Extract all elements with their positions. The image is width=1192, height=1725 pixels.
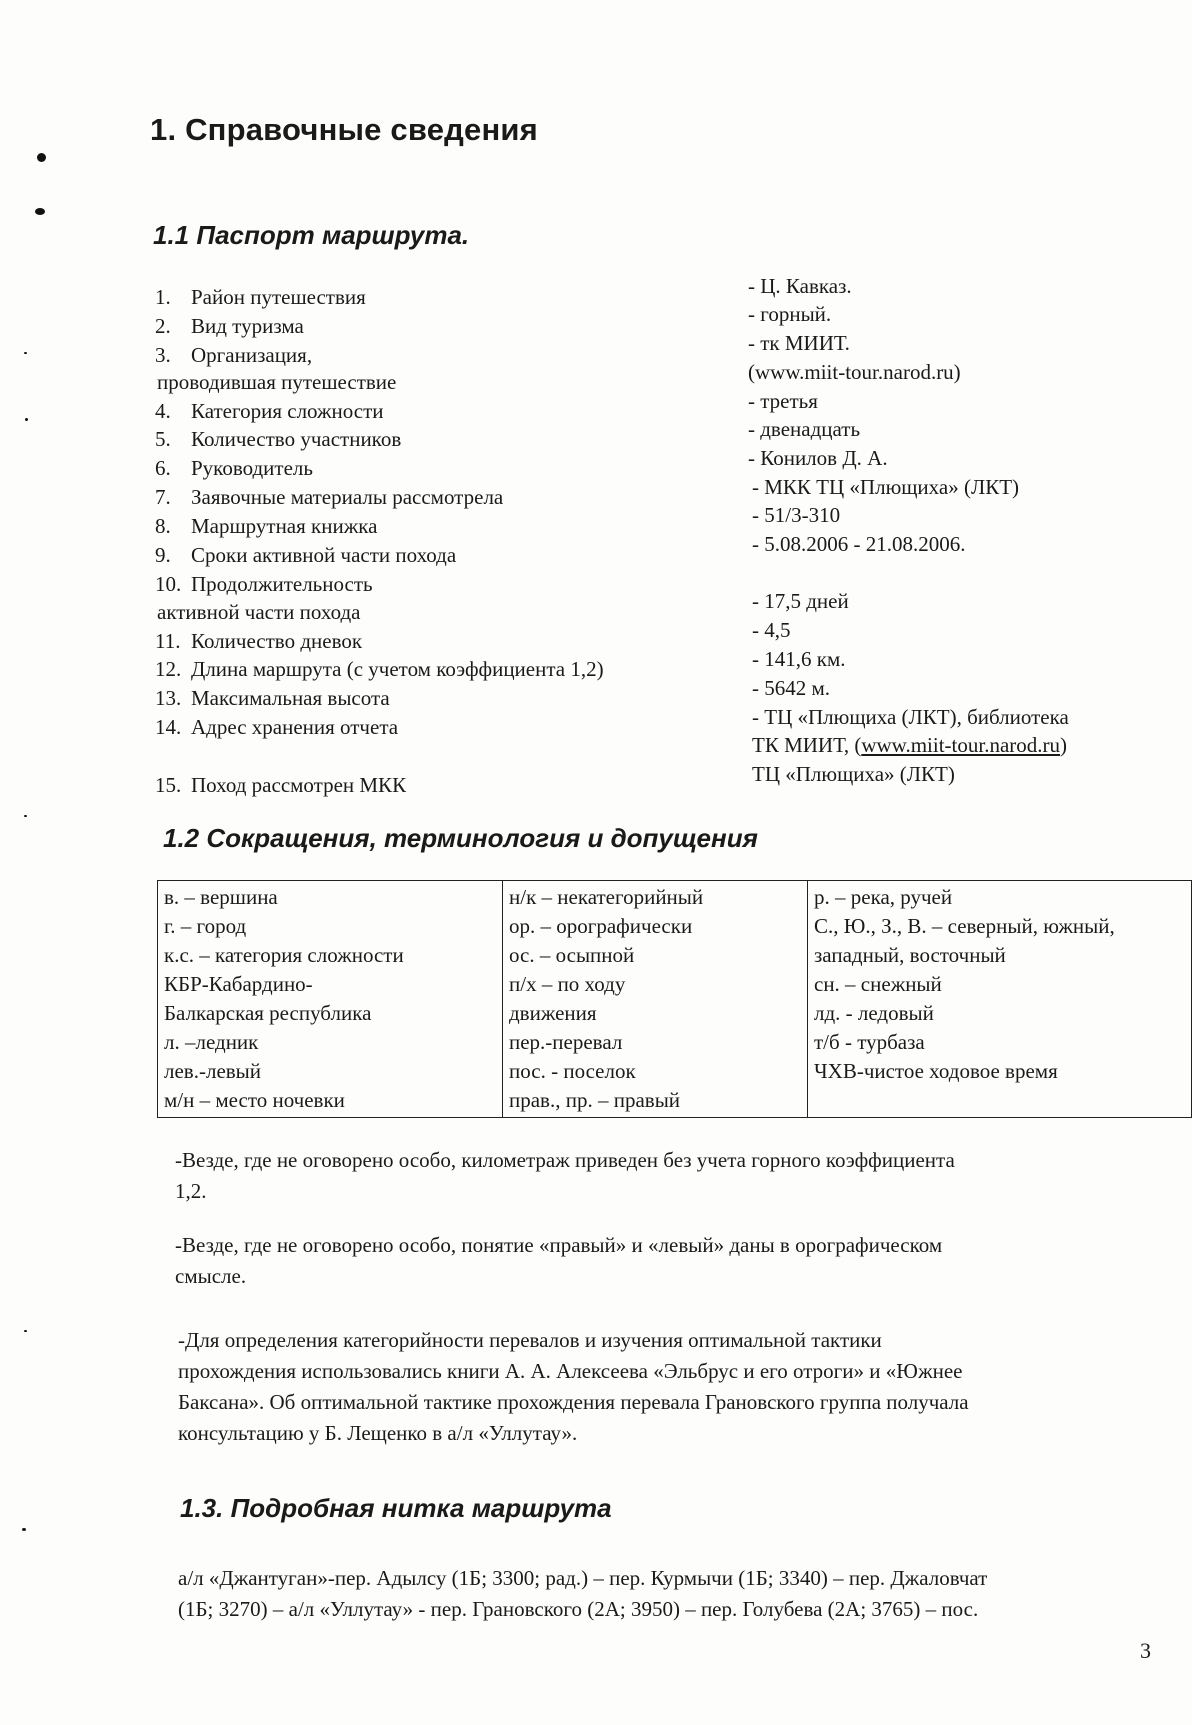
passport-item-value: - горный.	[748, 302, 832, 326]
passport-item-label: Поход рассмотрен МКК	[191, 773, 407, 797]
passport-item-label: Категория сложности	[191, 399, 384, 423]
passport-label	[155, 341, 312, 369]
scan-artifact-dot	[24, 815, 27, 817]
note-paragraph	[178, 1325, 1138, 1449]
section-heading-passport: 1.1 Паспорт маршрута.	[153, 220, 470, 250]
scan-artifact-dot	[37, 153, 46, 162]
passport-item-label: Организация,	[191, 343, 313, 367]
passport-item-number: 4.	[155, 399, 171, 423]
passport-item-label: проводившая путешествие	[157, 370, 397, 394]
note-line: 1,2.	[175, 1179, 207, 1203]
passport-label	[155, 312, 304, 340]
passport-item-value: - тк МИИТ.	[748, 331, 850, 355]
passport-item-label: Длина маршрута (с учетом коэффициента 1,2)	[191, 657, 604, 681]
passport-label	[155, 570, 373, 598]
passport-item-number: 11.	[155, 629, 181, 653]
passport-label	[155, 627, 362, 655]
abbreviation-entry: в. – вершина	[164, 885, 278, 909]
route-line: (1Б; 3270) – а/л «Уллутау» - пер. Грановского (2А; 3950) – пер. Голубева (2А; 3765) – пос.	[178, 1597, 979, 1621]
passport-item-number: 15.	[155, 773, 182, 797]
abbreviation-entry: пер.-перевал	[509, 1030, 623, 1054]
passport-item-label: Продолжительность	[191, 572, 373, 596]
passport-item-label: активной части похода	[157, 600, 361, 624]
passport-item-label: Адрес хранения отчета	[191, 715, 399, 739]
abbreviation-entry: КБР-Кабардино-	[164, 972, 313, 996]
abbreviation-entry: прав., пр. – правый	[509, 1088, 681, 1112]
note-paragraph	[175, 1230, 1135, 1292]
passport-item-value: ТЦ «Плющиха» (ЛКТ)	[752, 762, 955, 786]
abbreviation-entry: западный, восточный	[814, 943, 1006, 967]
abbreviation-entry: пос. - поселок	[509, 1059, 636, 1083]
scan-artifact-dot	[22, 1528, 26, 1531]
passport-item-number: 10.	[155, 572, 182, 596]
passport-item-number: 2.	[155, 314, 171, 338]
abbreviation-entry: Балкарская республика	[164, 1001, 372, 1025]
passport-item-value: - 17,5 дней	[752, 589, 849, 613]
route-description	[178, 1563, 1138, 1625]
passport-label	[155, 655, 604, 683]
passport-item-label: Заявочные материалы рассмотрела	[191, 485, 504, 509]
passport-item-number: 3.	[155, 343, 171, 367]
passport-item-value: (www.miit-tour.narod.ru)	[748, 360, 961, 384]
table-row	[158, 881, 1192, 1118]
passport-item-number: 13.	[155, 686, 182, 710]
section-heading-abbreviations: 1.2 Сокращения, терминология и допущения	[163, 823, 758, 853]
scan-artifact-dot	[24, 352, 27, 354]
passport-item-value: - 141,6 км.	[752, 647, 846, 671]
abbreviation-entry: ор. – орографически	[509, 914, 693, 938]
passport-item-value: - Конилов Д. А.	[748, 446, 888, 470]
abbreviation-entry: н/к – некатегорийный	[509, 885, 704, 909]
abbreviation-entry: к.с. – категория сложности	[164, 943, 404, 967]
note-line: -Везде, где не оговорено особо, понятие «правый» и «левый» даны в орографическом	[175, 1233, 943, 1257]
note-line: Баксана». Об оптимальной тактике прохождения перевала Грановского группа получала	[178, 1390, 969, 1414]
abbreviation-entry: движения	[509, 1001, 597, 1025]
scan-artifact-dot	[25, 418, 28, 421]
passport-item-value: - 4,5	[752, 618, 791, 642]
abbreviations-column	[808, 881, 1192, 1118]
passport-item-number: 5.	[155, 427, 171, 451]
abbreviation-entry: л. –ледник	[164, 1030, 259, 1054]
abbreviations-column	[158, 881, 503, 1118]
passport-label	[155, 397, 384, 425]
abbreviation-entry: ЧХВ-чистое ходовое время	[814, 1059, 1058, 1083]
abbreviation-entry: п/х – по ходу	[509, 972, 626, 996]
passport-label	[155, 713, 398, 741]
passport-label	[155, 283, 366, 311]
abbreviation-entry: м/н – место ночевки	[164, 1088, 345, 1112]
page-title: 1. Справочные сведения	[150, 112, 538, 147]
abbreviation-entry: лд. - ледовый	[814, 1001, 934, 1025]
passport-item-label: Количество дневок	[191, 629, 363, 653]
abbreviation-entry: г. – город	[164, 914, 247, 938]
route-line: а/л «Джантуган»-пер. Адылсу (1Б; 3300; рад.) – пер. Курмычи (1Б; 3340) – пер. Джаловчат	[178, 1566, 988, 1590]
passport-item-label: Маршрутная книжка	[191, 514, 378, 538]
passport-item-value: - ТЦ «Плющиха (ЛКТ), библиотека	[752, 705, 1069, 729]
passport-label	[155, 454, 313, 482]
passport-item-value: - 5642 м.	[752, 676, 831, 700]
scan-artifact-dot	[24, 1330, 27, 1332]
passport-label	[155, 512, 377, 540]
passport-label	[157, 598, 361, 626]
note-line: -Для определения категорийности перевалов и изучения оптимальной тактики	[178, 1328, 882, 1352]
passport-label	[155, 541, 456, 569]
passport-value-text: )	[1060, 733, 1068, 757]
note-line: смысле.	[175, 1264, 247, 1288]
passport-item-value: - двенадцать	[748, 417, 861, 441]
passport-item-number: 9.	[155, 543, 171, 567]
passport-item-number: 14.	[155, 715, 182, 739]
abbreviations-table	[157, 880, 1192, 1118]
passport-label	[155, 684, 390, 712]
passport-label	[155, 483, 503, 511]
passport-label	[155, 771, 406, 799]
passport-item-value: - третья	[748, 389, 818, 413]
abbreviation-entry: С., Ю., З., В. – северный, южный,	[814, 914, 1115, 938]
note-paragraph	[175, 1145, 1135, 1207]
page-number: 3	[1140, 1638, 1151, 1663]
passport-item-value: - МКК ТЦ «Плющиха» (ЛКТ)	[752, 475, 1020, 499]
passport-item-label: Район путешествия	[191, 285, 366, 309]
passport-label	[155, 425, 401, 453]
abbreviation-entry: т/б - турбаза	[814, 1030, 925, 1054]
passport-value-text: ТК МИИТ, (	[752, 733, 862, 757]
passport-item-number: 1.	[155, 285, 171, 309]
note-line: -Везде, где не оговорено особо, километраж приведен без учета горного коэффициента	[175, 1148, 955, 1172]
passport-item-number: 8.	[155, 514, 171, 538]
passport-item-number: 12.	[155, 657, 182, 681]
passport-item-value	[752, 731, 1067, 759]
passport-item-value: - Ц. Кавказ.	[748, 274, 852, 298]
abbreviation-entry: лев.-левый	[164, 1059, 262, 1083]
note-line: консультацию у Б. Лещенко в а/л «Уллутау».	[178, 1421, 578, 1445]
abbreviation-entry: р. – река, ручей	[814, 885, 953, 909]
passport-label	[157, 368, 396, 396]
note-line: прохождения использовались книги А. А. Алексеева «Эльбрус и его отроги» и «Южнее	[178, 1359, 963, 1383]
abbreviation-entry: сн. – снежный	[814, 972, 942, 996]
passport-item-number: 6.	[155, 456, 171, 480]
scan-artifact-dot	[35, 208, 45, 215]
passport-item-number: 7.	[155, 485, 171, 509]
passport-item-label: Руководитель	[191, 456, 313, 480]
passport-item-value: - 51/3-310	[752, 503, 841, 527]
abbreviation-entry: ос. – осыпной	[509, 943, 635, 967]
passport-item-label: Вид туризма	[191, 314, 304, 338]
section-heading-route: 1.3. Подробная нитка маршрута	[180, 1493, 612, 1523]
passport-item-value: - 5.08.2006 - 21.08.2006.	[752, 532, 966, 556]
website-link[interactable]: www.miit-tour.narod.ru	[861, 733, 1061, 757]
passport-item-label: Количество участников	[191, 427, 402, 451]
passport-item-label: Сроки активной части похода	[191, 543, 457, 567]
passport-item-label: Максимальная высота	[191, 686, 390, 710]
abbreviations-column	[503, 881, 808, 1118]
